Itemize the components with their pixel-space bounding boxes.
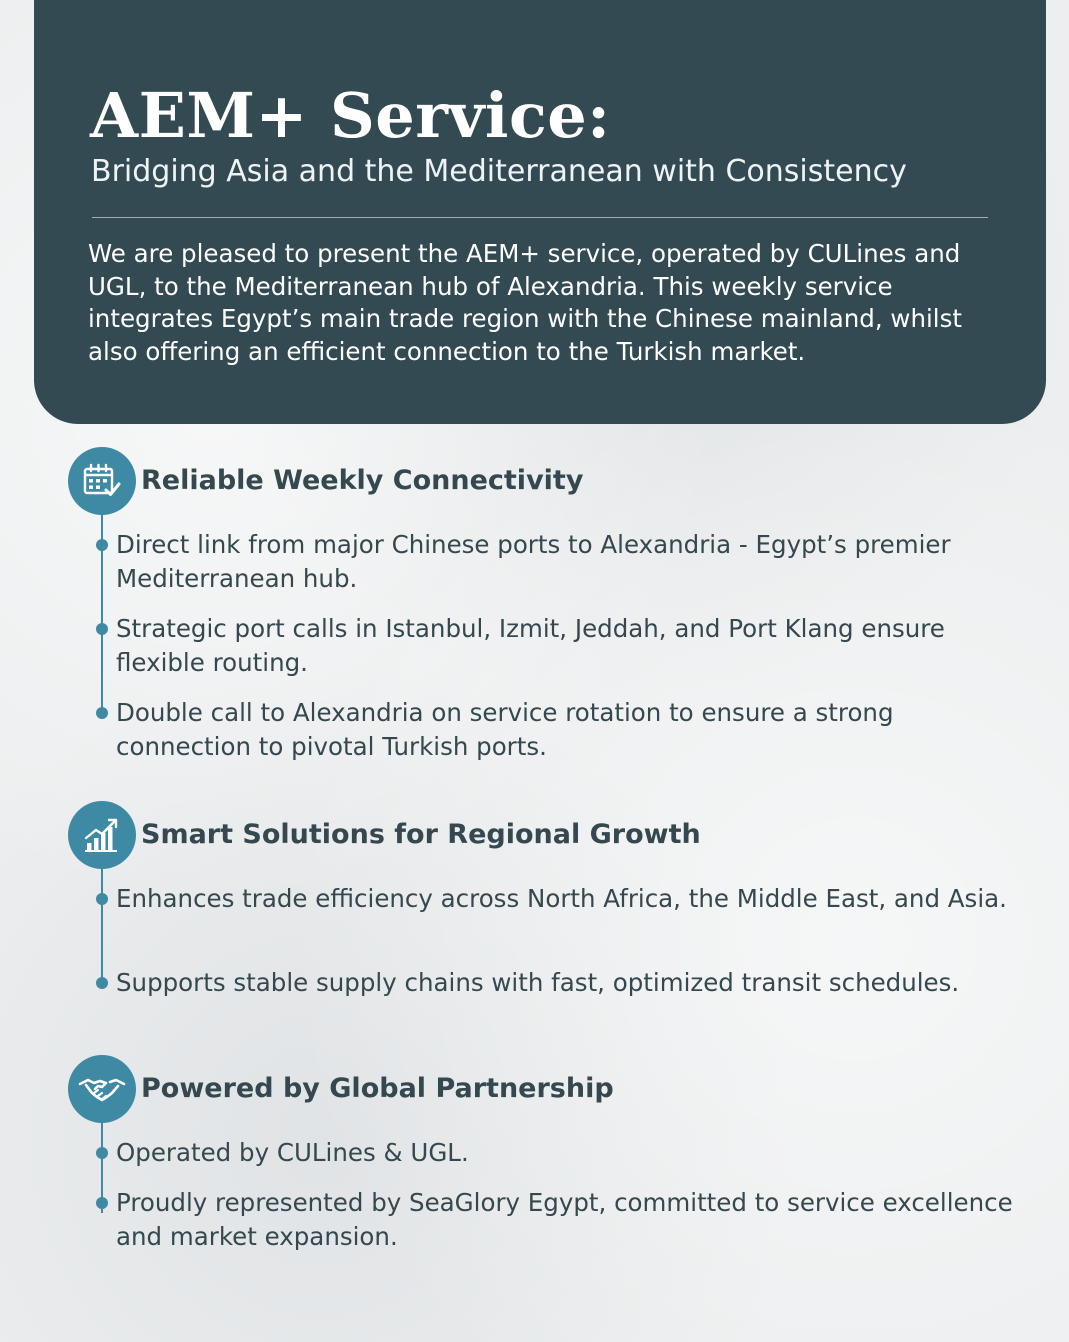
header-divider bbox=[92, 217, 988, 218]
section-title: Smart Solutions for Regional Growth bbox=[141, 819, 701, 850]
list-item: Proudly represented by SeaGlory Egypt, committed to service excellence and market expansion. bbox=[116, 1188, 1013, 1251]
bullet-dot bbox=[96, 623, 108, 635]
calendar-check-icon bbox=[68, 447, 136, 515]
section-reliable-connectivity bbox=[68, 447, 1028, 777]
bullet-dot bbox=[96, 893, 108, 905]
handshake-icon bbox=[68, 1055, 136, 1123]
section-title: Reliable Weekly Connectivity bbox=[141, 465, 584, 496]
timeline-line bbox=[101, 867, 103, 983]
list-item: Operated by CULines & UGL. bbox=[116, 1138, 469, 1167]
bullet-dot bbox=[96, 707, 108, 719]
bullet-dot bbox=[96, 977, 108, 989]
list-item: Strategic port calls in Istanbul, Izmit, Jeddah, and Port Klang ensure flexible routing. bbox=[116, 614, 945, 677]
list-item: Supports stable supply chains with fast, optimized transit schedules. bbox=[116, 968, 960, 997]
list-item: Enhances trade efficiency across North Africa, the Middle East, and Asia. bbox=[116, 884, 1007, 913]
list-item: Direct link from major Chinese ports to Alexandria - Egypt’s premier Mediterranean hub. bbox=[116, 530, 951, 593]
page-subtitle: Bridging Asia and the Mediterranean with Consistency bbox=[91, 154, 907, 189]
section-global-partnership bbox=[68, 1055, 1028, 1275]
list-item: Double call to Alexandria on service rotation to ensure a strong connection to pivotal Turkish ports. bbox=[116, 698, 894, 761]
bullet-dot bbox=[96, 1147, 108, 1159]
section-regional-growth bbox=[68, 801, 1028, 1041]
growth-chart-icon bbox=[68, 801, 136, 869]
bullet-dot bbox=[96, 1197, 108, 1209]
page-title: AEM+ Service: bbox=[90, 79, 611, 152]
bullet-dot bbox=[96, 539, 108, 551]
intro-paragraph: We are pleased to present the AEM+ service, operated by CULines and UGL, to the Mediterranean hub of Alexandria. This weekly service integrates Egypt’s main trade region with the Chinese mainland, whilst also offering an efficient connection to the Turkish market. bbox=[88, 239, 962, 366]
section-title: Powered by Global Partnership bbox=[141, 1073, 614, 1104]
header-card bbox=[34, 0, 1046, 424]
